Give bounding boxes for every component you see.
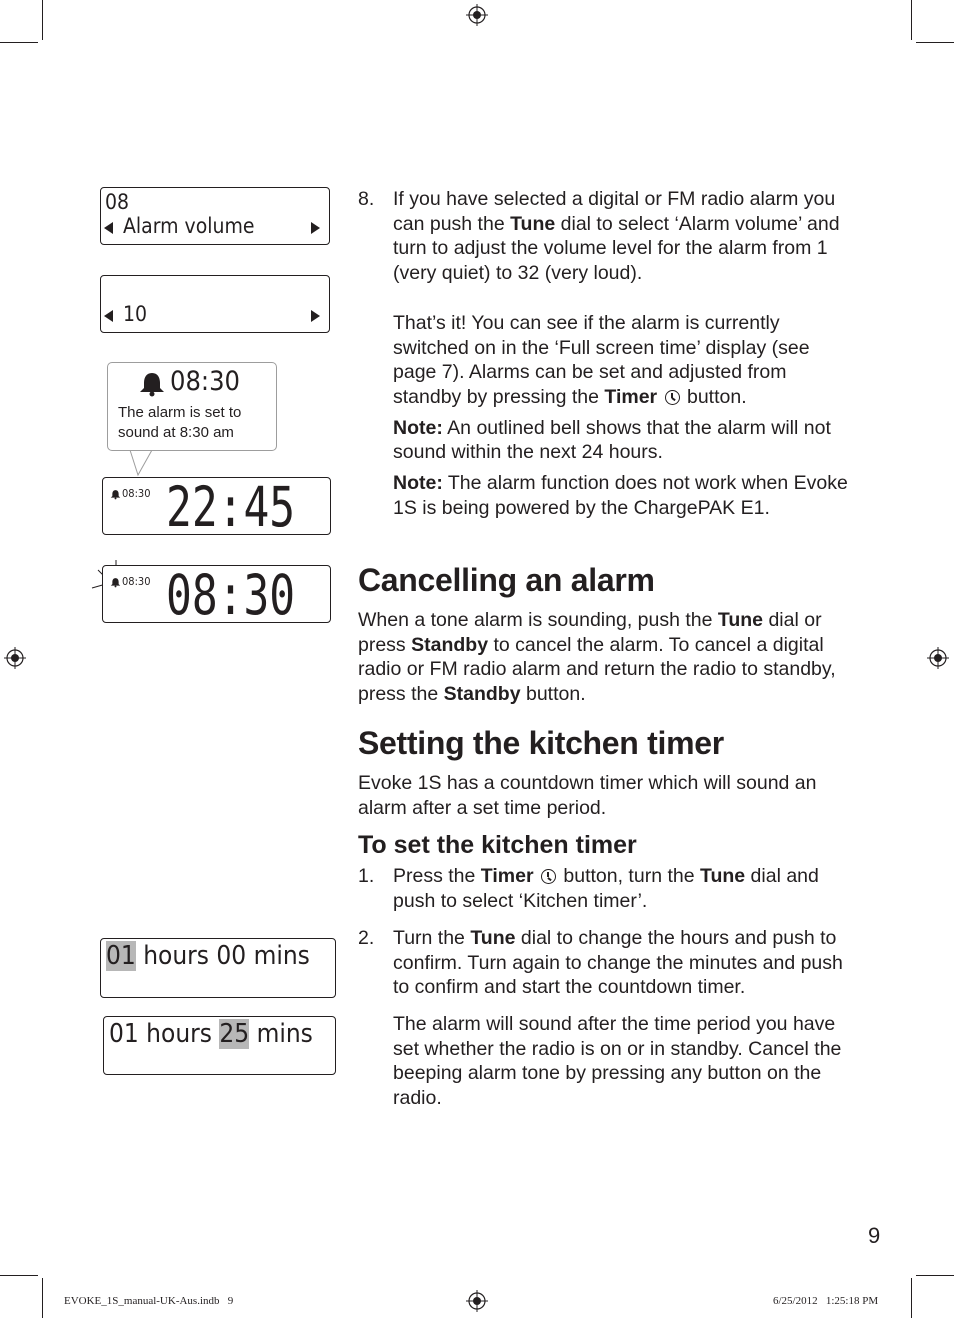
crop-mark — [916, 1275, 954, 1276]
arrow-right-icon — [311, 222, 320, 234]
timer-hours-line — [106, 939, 310, 973]
crop-mark — [42, 1278, 43, 1318]
bubble-text-line-2: sound at 8:30 am — [118, 424, 234, 441]
cancel-section — [358, 561, 858, 707]
bubble-text-line-1: The alarm is set to — [118, 404, 242, 421]
crop-mark — [911, 1278, 912, 1318]
bell-icon — [110, 577, 121, 588]
step-8 — [358, 187, 858, 286]
timer-clock-icon — [665, 390, 680, 405]
slug-date: 6/25/2012 1:25:18 PM — [773, 1295, 879, 1307]
page-number: 9 — [868, 1223, 881, 1248]
timer-mins-line — [109, 1017, 313, 1051]
note-chargepak: Note: The alarm function does not work when Evoke 1S is being powered by the ChargePAK E1. — [393, 472, 848, 519]
lcd-volume-value — [100, 275, 330, 333]
lcd-clock-display — [102, 475, 331, 539]
registration-mark-icon — [4, 647, 26, 669]
crop-mark — [916, 42, 954, 43]
timer-clock-icon — [541, 869, 556, 884]
kitchen-step-1-text: Press the Timer button, turn the Tune dial and push to select ‘Kitchen timer’. — [393, 865, 819, 913]
step-number: 2. — [358, 926, 375, 949]
step-number: 1. — [358, 865, 375, 888]
timer-mins-suffix: mins — [249, 1019, 313, 1049]
lcd-line-2: Alarm volume — [123, 214, 255, 238]
crop-mark — [911, 0, 912, 40]
alarm-info-bubble — [107, 362, 277, 451]
kitchen-heading: Setting the kitchen timer — [358, 725, 724, 761]
clock-time: 22:45 — [166, 475, 296, 539]
kitchen-timer-section — [358, 724, 858, 1111]
note-outlined-bell: Note: An outlined bell shows that the alarm will not sound within the next 24 hours. — [393, 416, 831, 464]
step-8-followup: That’s it! You can see if the alarm is currently switched on in the ‘Full screen time’ display (see page 7). Alarms can be set and adjusted from standby by pressing the Timer button. — [393, 311, 810, 408]
cancel-heading: Cancelling an alarm — [358, 562, 655, 598]
kitchen-step-2-text: Turn the Tune dial to change the hours and push to confirm. Turn again to change the minutes and push to confirm and start the countdown timer. — [393, 926, 843, 999]
kitchen-step-1 — [358, 864, 858, 913]
registration-mark-icon — [466, 4, 488, 26]
crop-mark — [42, 0, 43, 40]
step-8-block — [358, 187, 858, 520]
timer-mins-prefix: 01 hours — [109, 1019, 220, 1049]
clock-time: 08:30 — [166, 563, 296, 627]
arrow-left-icon — [104, 222, 113, 234]
crop-mark — [0, 42, 38, 43]
arrow-right-icon — [311, 310, 320, 322]
crop-mark — [0, 1275, 38, 1276]
step-8-text: If you have selected a digital or FM radio alarm you can push the Tune dial to select ‘Alarm volume’ and turn to adjust the volume level for the alarm from 1 (very quiet) to 32 (very loud). — [393, 188, 840, 285]
alarm-time-small: 08:30 — [122, 487, 151, 500]
kitchen-step-2-followup: The alarm will sound after the time period you have set whether the radio is on or in standby. Cancel the beeping alarm tone by pressing any button on the radio. — [393, 1012, 842, 1110]
lcd-value: 10 — [123, 302, 148, 326]
timer-hours-rest: hours 00 mins — [135, 941, 310, 971]
step-number: 8. — [358, 188, 375, 210]
alarm-time-small: 08:30 — [122, 575, 151, 588]
cancel-text: When a tone alarm is sounding, push the Tune dial or press Standby to cancel the alarm. To cancel a digital radio or FM radio alarm and return the radio to standby, press the Standby button. — [358, 609, 836, 706]
bell-icon — [110, 489, 121, 500]
speech-bubble-tail — [128, 448, 158, 478]
kitchen-subheading: To set the kitchen timer — [358, 831, 637, 860]
kitchen-intro: Evoke 1S has a countdown timer which will sound an alarm after a set time period. — [358, 772, 817, 819]
bubble-time: 08:30 — [170, 366, 240, 397]
arrow-left-icon — [104, 310, 113, 322]
lcd-line-1: 08 — [105, 190, 130, 214]
timer-mins-value: 25 — [219, 1019, 250, 1049]
registration-mark-icon — [927, 647, 949, 669]
registration-mark-icon — [466, 1290, 488, 1312]
timer-hours-value: 01 — [106, 941, 136, 971]
lcd-timer-mins — [103, 1016, 336, 1075]
lcd-ringing-display — [102, 563, 331, 627]
kitchen-step-2 — [358, 926, 858, 1000]
lcd-alarm-volume — [100, 187, 330, 245]
lcd-timer-hours — [100, 938, 336, 998]
slug-file: EVOKE_1S_manual-UK-Aus.indb 9 — [64, 1295, 234, 1307]
bell-icon — [138, 371, 166, 397]
